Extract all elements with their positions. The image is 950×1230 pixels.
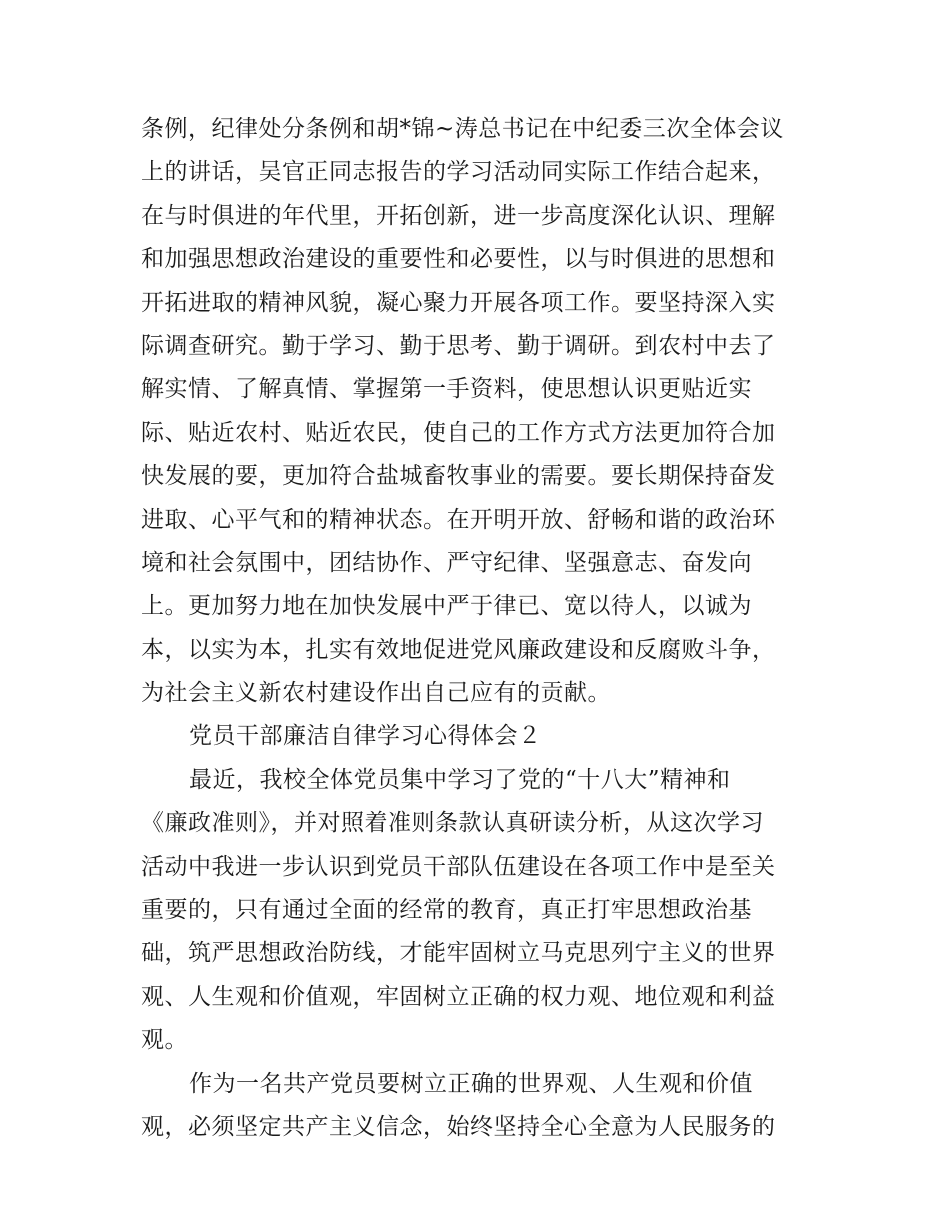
text-line: 际调查研究。勤于学习、勤于思考、勤于调研。到农村中去了: [141, 332, 776, 359]
text-line: 条例，纪律处分条例和胡*锦~涛总书记在中纪委三次全体会议: [141, 116, 784, 142]
text-line: 开拓进取的精神风貌，凝心聚力开展各项工作。要坚持深入实: [141, 289, 776, 316]
text-line: 进取、心平气和的精神状态。在开明开放、舒畅和谐的政治环: [141, 506, 776, 533]
text-line: 最近，我校全体党员集中学习了党的“十八大”精神和: [189, 766, 731, 793]
document-body: [141, 108, 813, 1149]
text-line: 础，筑严思想政治防线，才能牢固树立马克思列宁主义的世界: [141, 940, 776, 967]
text-line: 重要的，只有通过全面的经常的教育，真正打牢思想政治基: [141, 897, 752, 924]
text-line: 《廉政准则》，并对照着准则条款认真研读分析，从这次学习: [141, 810, 764, 837]
text-line: 快发展的要，更加符合盐城畜牧事业的需要。要长期保持奋发: [141, 463, 776, 490]
text-line: 活动中我进一步认识到党员干部队伍建设在各项工作中是至关: [141, 853, 776, 880]
text-line: 在与时俱进的年代里，开拓创新，进一步高度深化认识、理解: [141, 202, 776, 229]
text-line: 际、贴近农村、贴近农民，使自己的工作方式方法更加符合加: [141, 419, 776, 446]
text-line: 上的讲话，吴官正同志报告的学习活动同实际工作结合起来，: [141, 159, 776, 186]
text-line: 党员干部廉洁自律学习心得体会２: [189, 723, 542, 750]
text-line: 作为一名共产党员要树立正确的世界观、人生观和价值: [189, 1070, 753, 1097]
text-line: 本，以实为本，扎实有效地促进党风廉政建设和反腐败斗争，: [141, 636, 776, 663]
text-line: 境和社会氛围中，团结协作、严守纪律、坚强意志、奋发向: [141, 549, 752, 576]
text-line: 为社会主义新农村建设作出自己应有的贡献。: [141, 680, 611, 707]
text-line: 解实情、了解真情、掌握第一手资料，使思想认识更贴近实: [141, 376, 752, 403]
text-line: 上。更加努力地在加快发展中严于律已、宽以待人，以诚为: [141, 593, 752, 620]
text-line: 观。: [141, 1027, 188, 1054]
text-line: 观、人生观和价值观，牢固树立正确的权力观、地位观和利益: [141, 983, 776, 1010]
text-line: 和加强思想政治建设的重要性和必要性，以与时俱进的思想和: [141, 246, 776, 273]
text-line: 观，必须坚定共产主义信念，始终坚持全心全意为人民服务的: [141, 1113, 776, 1140]
